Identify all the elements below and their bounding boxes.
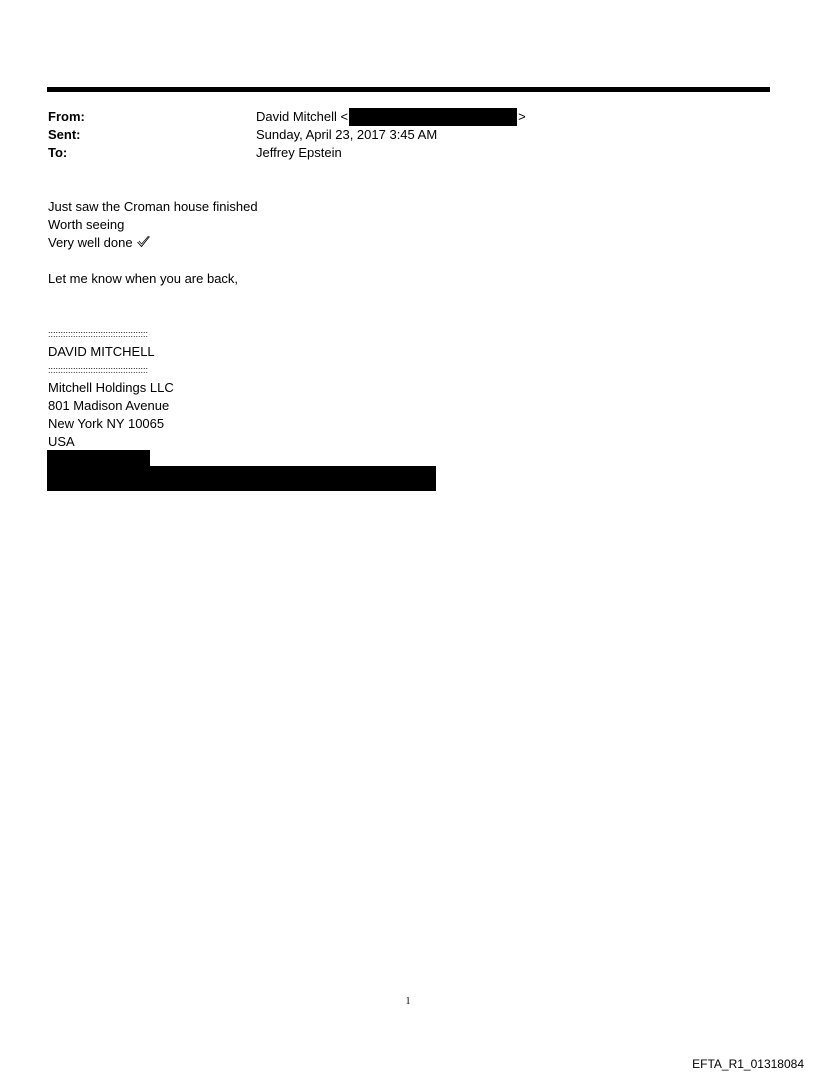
to-label: To: bbox=[48, 145, 68, 160]
redaction-block bbox=[47, 466, 436, 491]
check-mark-icon bbox=[136, 235, 151, 253]
header-rule bbox=[47, 87, 770, 92]
sent-value: Sunday, April 23, 2017 3:45 AM bbox=[256, 127, 438, 142]
to-value: Jeffrey Epstein bbox=[256, 145, 342, 160]
body-spacer bbox=[48, 252, 748, 270]
from-name: David Mitchell bbox=[256, 109, 337, 124]
from-open-bracket: < bbox=[340, 109, 349, 124]
bates-number: EFTA_R1_01318084 bbox=[692, 1057, 804, 1071]
sent-row bbox=[48, 126, 768, 144]
from-row bbox=[48, 108, 768, 126]
signature-company: Mitchell Holdings LLC bbox=[48, 380, 174, 395]
signature-divider-bottom: :::::::::::::::::::::::::::::::::::::::: bbox=[48, 365, 149, 375]
signature-address-line-2: New York NY 10065 bbox=[48, 416, 165, 431]
from-close-bracket: > bbox=[518, 109, 526, 124]
from-label: From: bbox=[48, 109, 85, 124]
to-row bbox=[48, 144, 768, 162]
signature-divider-top: :::::::::::::::::::::::::::::::::::::::: bbox=[48, 329, 149, 339]
redacted-email bbox=[349, 108, 517, 126]
signature-name: DAVID MITCHELL bbox=[48, 344, 155, 359]
signature-country: USA bbox=[48, 434, 75, 449]
email-body bbox=[48, 198, 748, 288]
body-line-3 bbox=[48, 234, 748, 252]
body-line-1: Just saw the Croman house finished bbox=[48, 199, 258, 214]
signature bbox=[48, 325, 448, 451]
from-value bbox=[256, 108, 526, 126]
sent-label: Sent: bbox=[48, 127, 81, 142]
page-number: 1 bbox=[405, 996, 411, 1007]
body-line-3-text: Very well done bbox=[48, 235, 133, 250]
email-header bbox=[48, 108, 768, 162]
signature-address-line-1: 801 Madison Avenue bbox=[48, 398, 170, 413]
body-line-4: Let me know when you are back, bbox=[48, 271, 239, 286]
body-line-2: Worth seeing bbox=[48, 217, 125, 232]
